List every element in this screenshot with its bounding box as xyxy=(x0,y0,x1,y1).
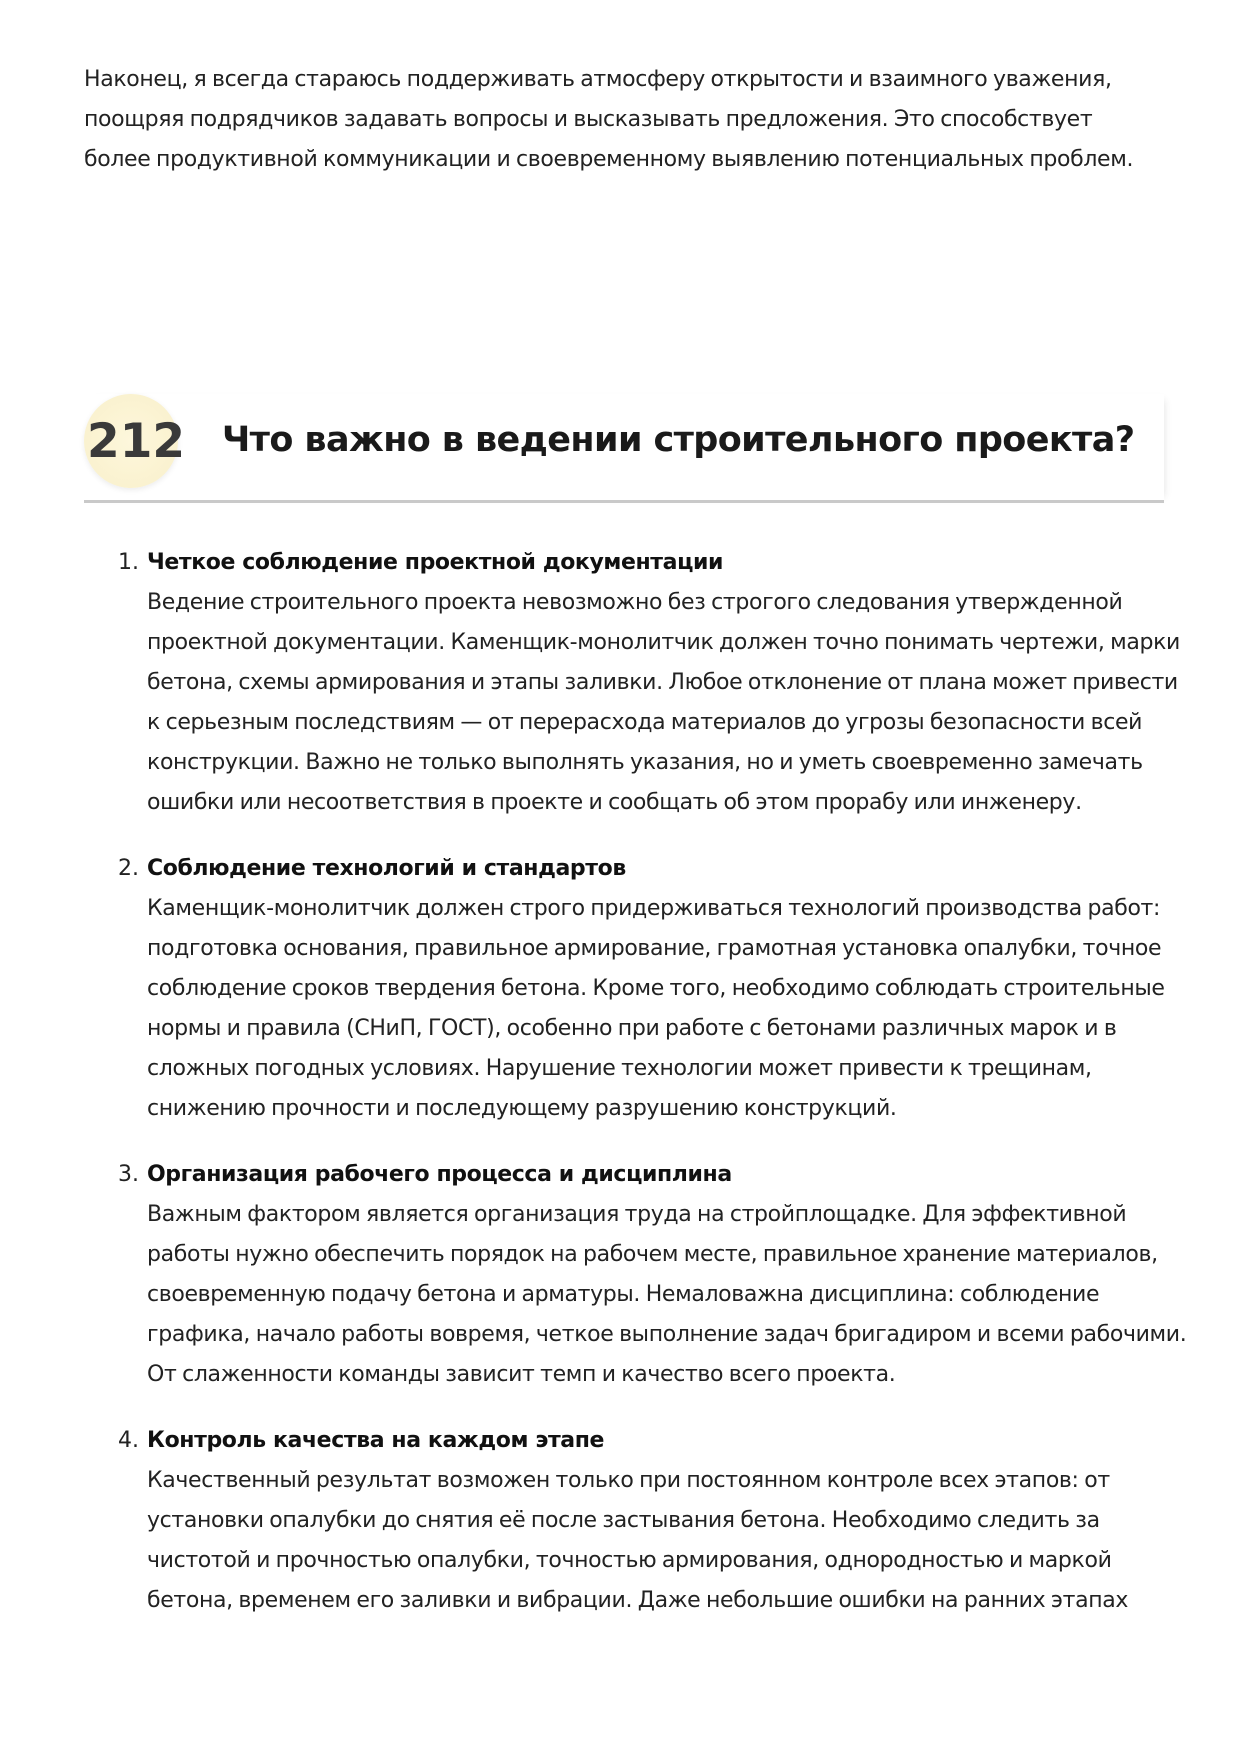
list-item xyxy=(84,1155,1187,1395)
section-number: 212 xyxy=(87,414,186,469)
list-item-text: Каменщик-монолитчик должен строго придерживаться технологий производства работ: подготовка основания, правильное армирование, грамотная установка опалубки, точное соблюдение сроков твердения бетона. Кроме того, необходимо соблюдать строительные нормы и правила (СНиП, ГОСТ), особенно при работе с бетонами различных марок и в сложных погодных условиях. Нарушение технологии может привести к трещинам, снижению прочности и последующему разрушению конструкций. xyxy=(147,896,1165,1121)
list-item-number: 4. xyxy=(118,1428,139,1453)
section-number-badge xyxy=(84,394,186,488)
numbered-list xyxy=(84,543,1187,1647)
list-item-title: Соблюдение технологий и стандартов xyxy=(147,856,626,881)
list-item-title: Контроль качества на каждом этапе xyxy=(147,1428,605,1453)
section-title: Что важно в ведении строительного проекта? xyxy=(222,420,1135,460)
list-item xyxy=(84,543,1184,823)
list-item-number: 3. xyxy=(118,1162,139,1187)
list-item-text: Важным фактором является организация труда на стройплощадке. Для эффективной работы нужно обеспечить порядок на рабочем месте, правильное хранение материалов, своевременную подачу бетона и арматуры. Немаловажна дисциплина: соблюдение графика, начало работы вовремя, четкое выполнение задач бригадиром и всеми рабочими. От слаженности команды зависит темп и качество всего проекта. xyxy=(147,1202,1187,1387)
section-header xyxy=(84,394,1164,503)
list-item xyxy=(84,849,1184,1129)
list-item-title: Четкое соблюдение проектной документации xyxy=(147,550,724,575)
list-item-text: Качественный результат возможен только при постоянном контроле всех этапов: от установки опалубки до снятия её после застывания бетона. Необходимо следить за чистотой и прочностью опалубки, точностью армирования, однородностью и маркой бетона, временем его заливки и вибрации. Даже небольшие ошибки на ранних этапах xyxy=(147,1468,1129,1613)
list-item-text: Ведение строительного проекта невозможно без строгого следования утвержденной проектной документации. Каменщик-монолитчик должен точно понимать чертежи, марки бетона, схемы армирования и этапы заливки. Любое отклонение от плана может привести к серьезным последствиям — от перерасхода материалов до угрозы безопасности всей конструкции. Важно не только выполнять указания, но и уметь своевременно замечать ошибки или несоответствия в проекте и сообщать об этом прорабу или инженеру. xyxy=(147,590,1180,815)
list-item-number: 1. xyxy=(118,550,139,575)
list-item-number: 2. xyxy=(118,856,139,881)
list-item-title: Организация рабочего процесса и дисциплина xyxy=(147,1162,732,1187)
list-item xyxy=(84,1421,1184,1621)
intro-paragraph: Наконец, я всегда стараюсь поддерживать атмосферу открытости и взаимного уважения, поощряя подрядчиков задавать вопросы и высказывать предложения. Это способствует более продуктивной коммуникации и своевременному выявлению потенциальных проблем. xyxy=(84,67,1134,172)
